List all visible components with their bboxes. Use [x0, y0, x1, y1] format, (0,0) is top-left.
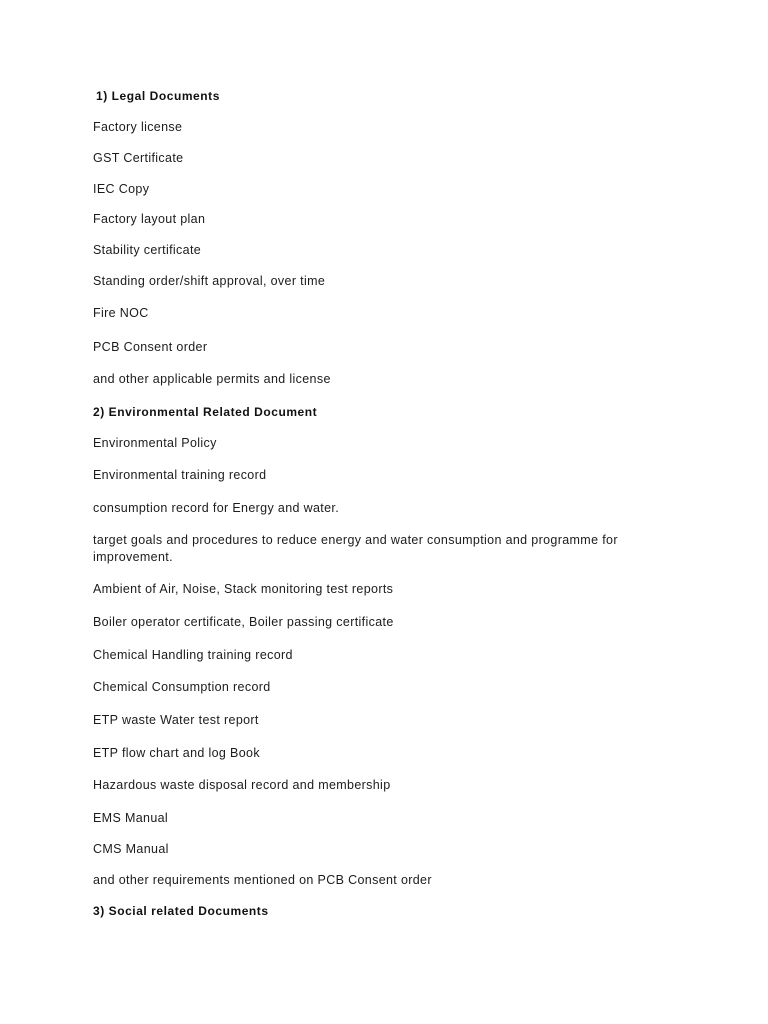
- section-heading-social-related-documents: 3) Social related Documents: [93, 904, 269, 918]
- list-item: consumption record for Energy and water.: [93, 501, 340, 515]
- list-item: GST Certificate: [93, 151, 184, 165]
- list-item: Hazardous waste disposal record and membership: [93, 778, 391, 792]
- list-item: CMS Manual: [93, 842, 169, 856]
- list-item: Boiler operator certificate, Boiler passing certificate: [93, 615, 394, 629]
- list-item: Ambient of Air, Noise, Stack monitoring test reports: [93, 582, 394, 596]
- list-item: Factory license: [93, 120, 183, 134]
- list-item: Stability certificate: [93, 243, 202, 257]
- list-item: PCB Consent order: [93, 340, 208, 354]
- list-item: target goals and procedures to reduce energy and water consumption and programme for improvement.: [93, 533, 618, 564]
- list-item: ETP flow chart and log Book: [93, 746, 260, 760]
- list-item: Chemical Consumption record: [93, 680, 271, 694]
- list-item: Factory layout plan: [93, 212, 206, 226]
- list-item: EMS Manual: [93, 811, 169, 825]
- list-item: IEC Copy: [93, 182, 150, 196]
- list-item: Chemical Handling training record: [93, 648, 293, 662]
- list-item: ETP waste Water test report: [93, 713, 259, 727]
- list-item: Standing order/shift approval, over time: [93, 274, 326, 288]
- section-heading-legal-documents: 1) Legal Documents: [96, 89, 220, 103]
- list-item: and other applicable permits and license: [93, 372, 331, 386]
- list-item: Fire NOC: [93, 306, 149, 320]
- list-item: Environmental training record: [93, 468, 267, 482]
- list-item: and other requirements mentioned on PCB Consent order: [93, 873, 432, 887]
- section-heading-environmental-related-document: 2) Environmental Related Document: [93, 405, 318, 419]
- list-item: Environmental Policy: [93, 436, 217, 450]
